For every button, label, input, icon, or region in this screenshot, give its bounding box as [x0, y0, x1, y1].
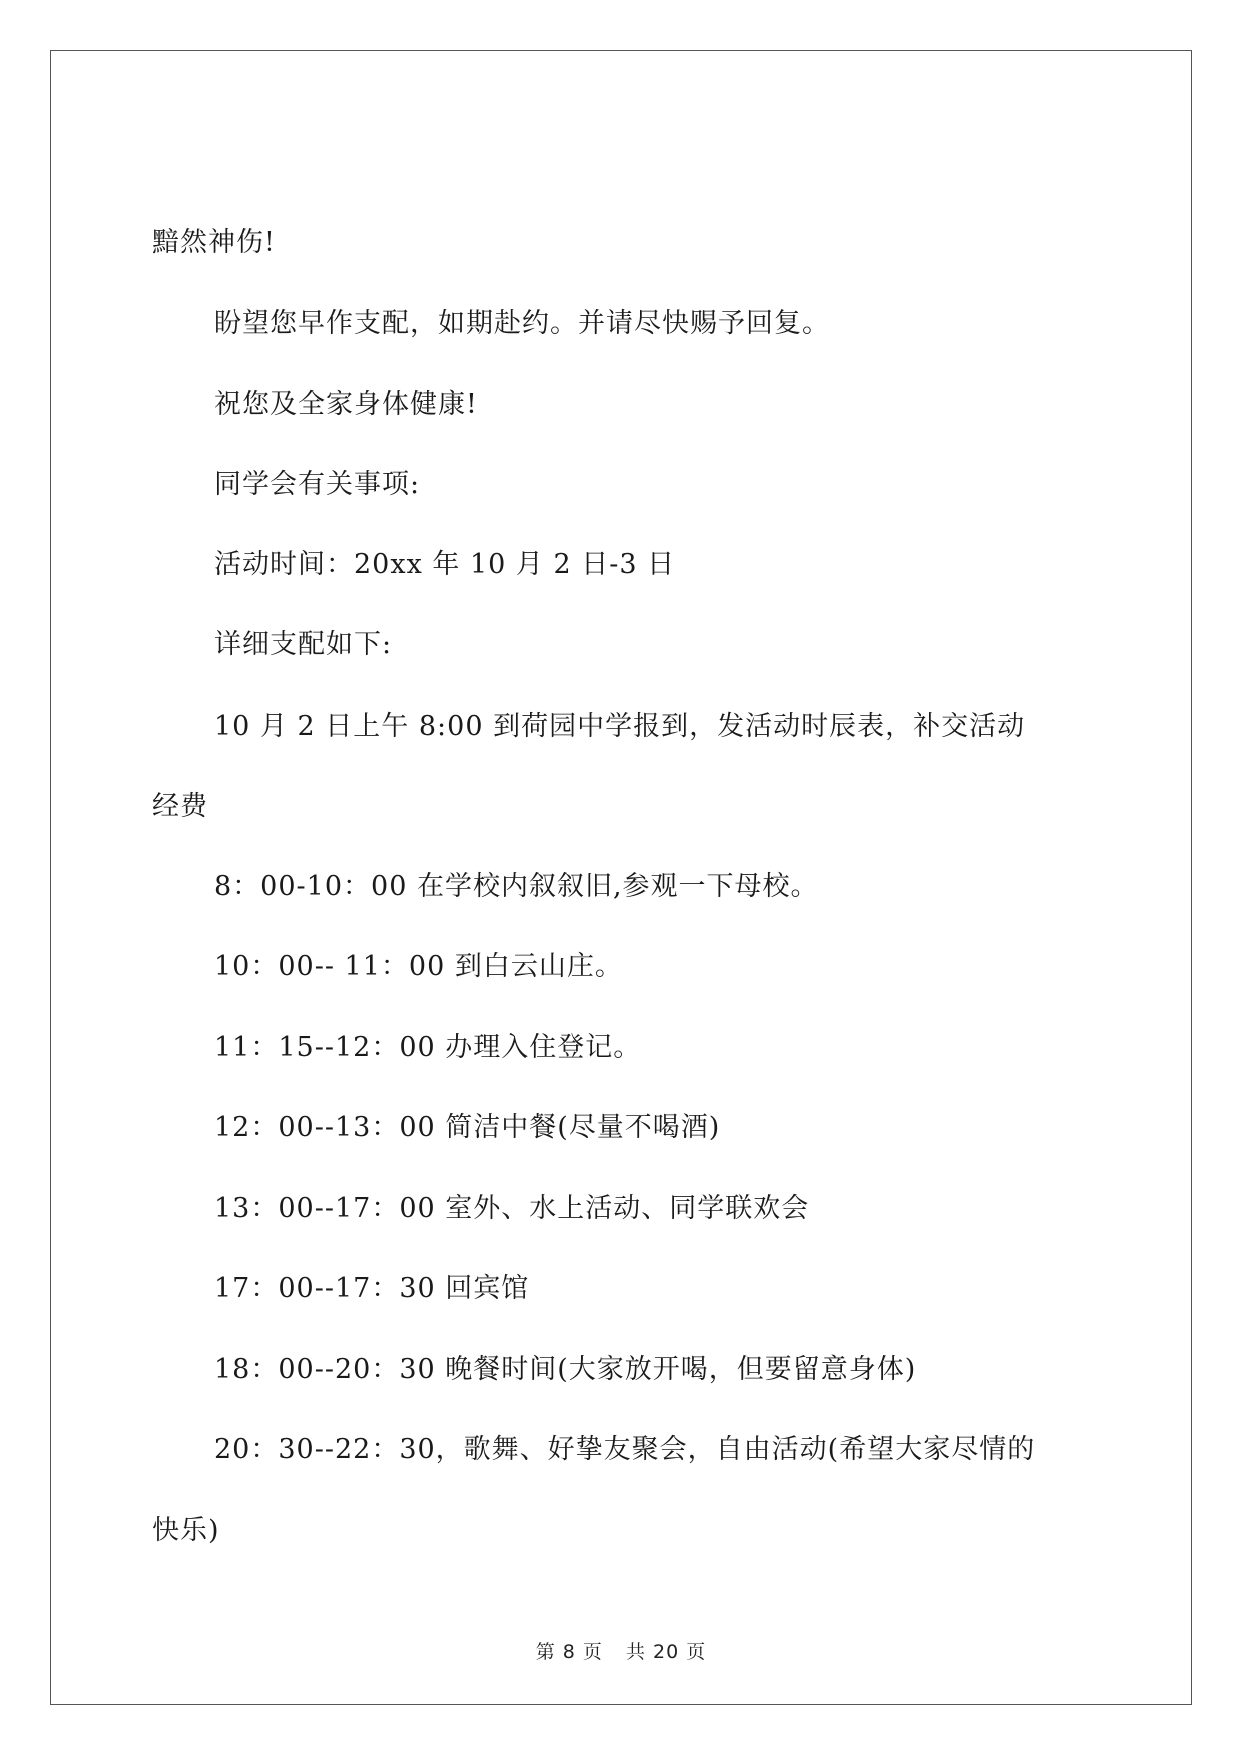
paragraph-line: 10 月 2 日上午 8:00 到荷园中学报到，发活动时辰表，补交活动 [214, 711, 1026, 742]
paragraph-line: 详细支配如下: [214, 629, 393, 660]
paragraph-line: 18：00--20：30 晚餐时间(大家放开喝，但要留意身体) [214, 1354, 917, 1385]
paragraph-line: 活动时间：20xx 年 10 月 2 日-3 日 [214, 549, 676, 580]
paragraph-line: 黯然神伤! [152, 227, 276, 258]
document-body [51, 51, 1191, 1704]
paragraph-line: 10：00-- 11：00 到白云山庄。 [214, 951, 623, 982]
page-number: 第 8 页 [535, 1641, 603, 1663]
page-footer [51, 1637, 1191, 1664]
paragraph-line: 经费 [152, 791, 208, 822]
paragraph-line: 同学会有关事项: [214, 469, 421, 500]
paragraph-line: 8：00-10：00 在学校内叙叙旧,参观一下母校。 [214, 871, 819, 902]
paragraph-line: 13：00--17：00 室外、水上活动、同学联欢会 [214, 1193, 810, 1224]
paragraph-line: 12：00--13：00 简洁中餐(尽量不喝酒) [214, 1112, 721, 1143]
paragraph-line: 20：30--22：30，歌舞、好挚友聚会，自由活动(希望大家尽情的 [214, 1434, 1036, 1465]
paragraph-line: 盼望您早作支配，如期赴约。并请尽快赐予回复。 [214, 308, 830, 339]
paragraph-line: 祝您及全家身体健康! [214, 389, 478, 420]
paragraph-line: 11：15--12：00 办理入住登记。 [214, 1032, 642, 1063]
paragraph-line: 17：00--17：30 回宾馆 [214, 1273, 530, 1304]
page-total: 共 20 页 [625, 1641, 707, 1663]
paragraph-line: 快乐) [152, 1515, 220, 1546]
page-frame [50, 50, 1192, 1705]
